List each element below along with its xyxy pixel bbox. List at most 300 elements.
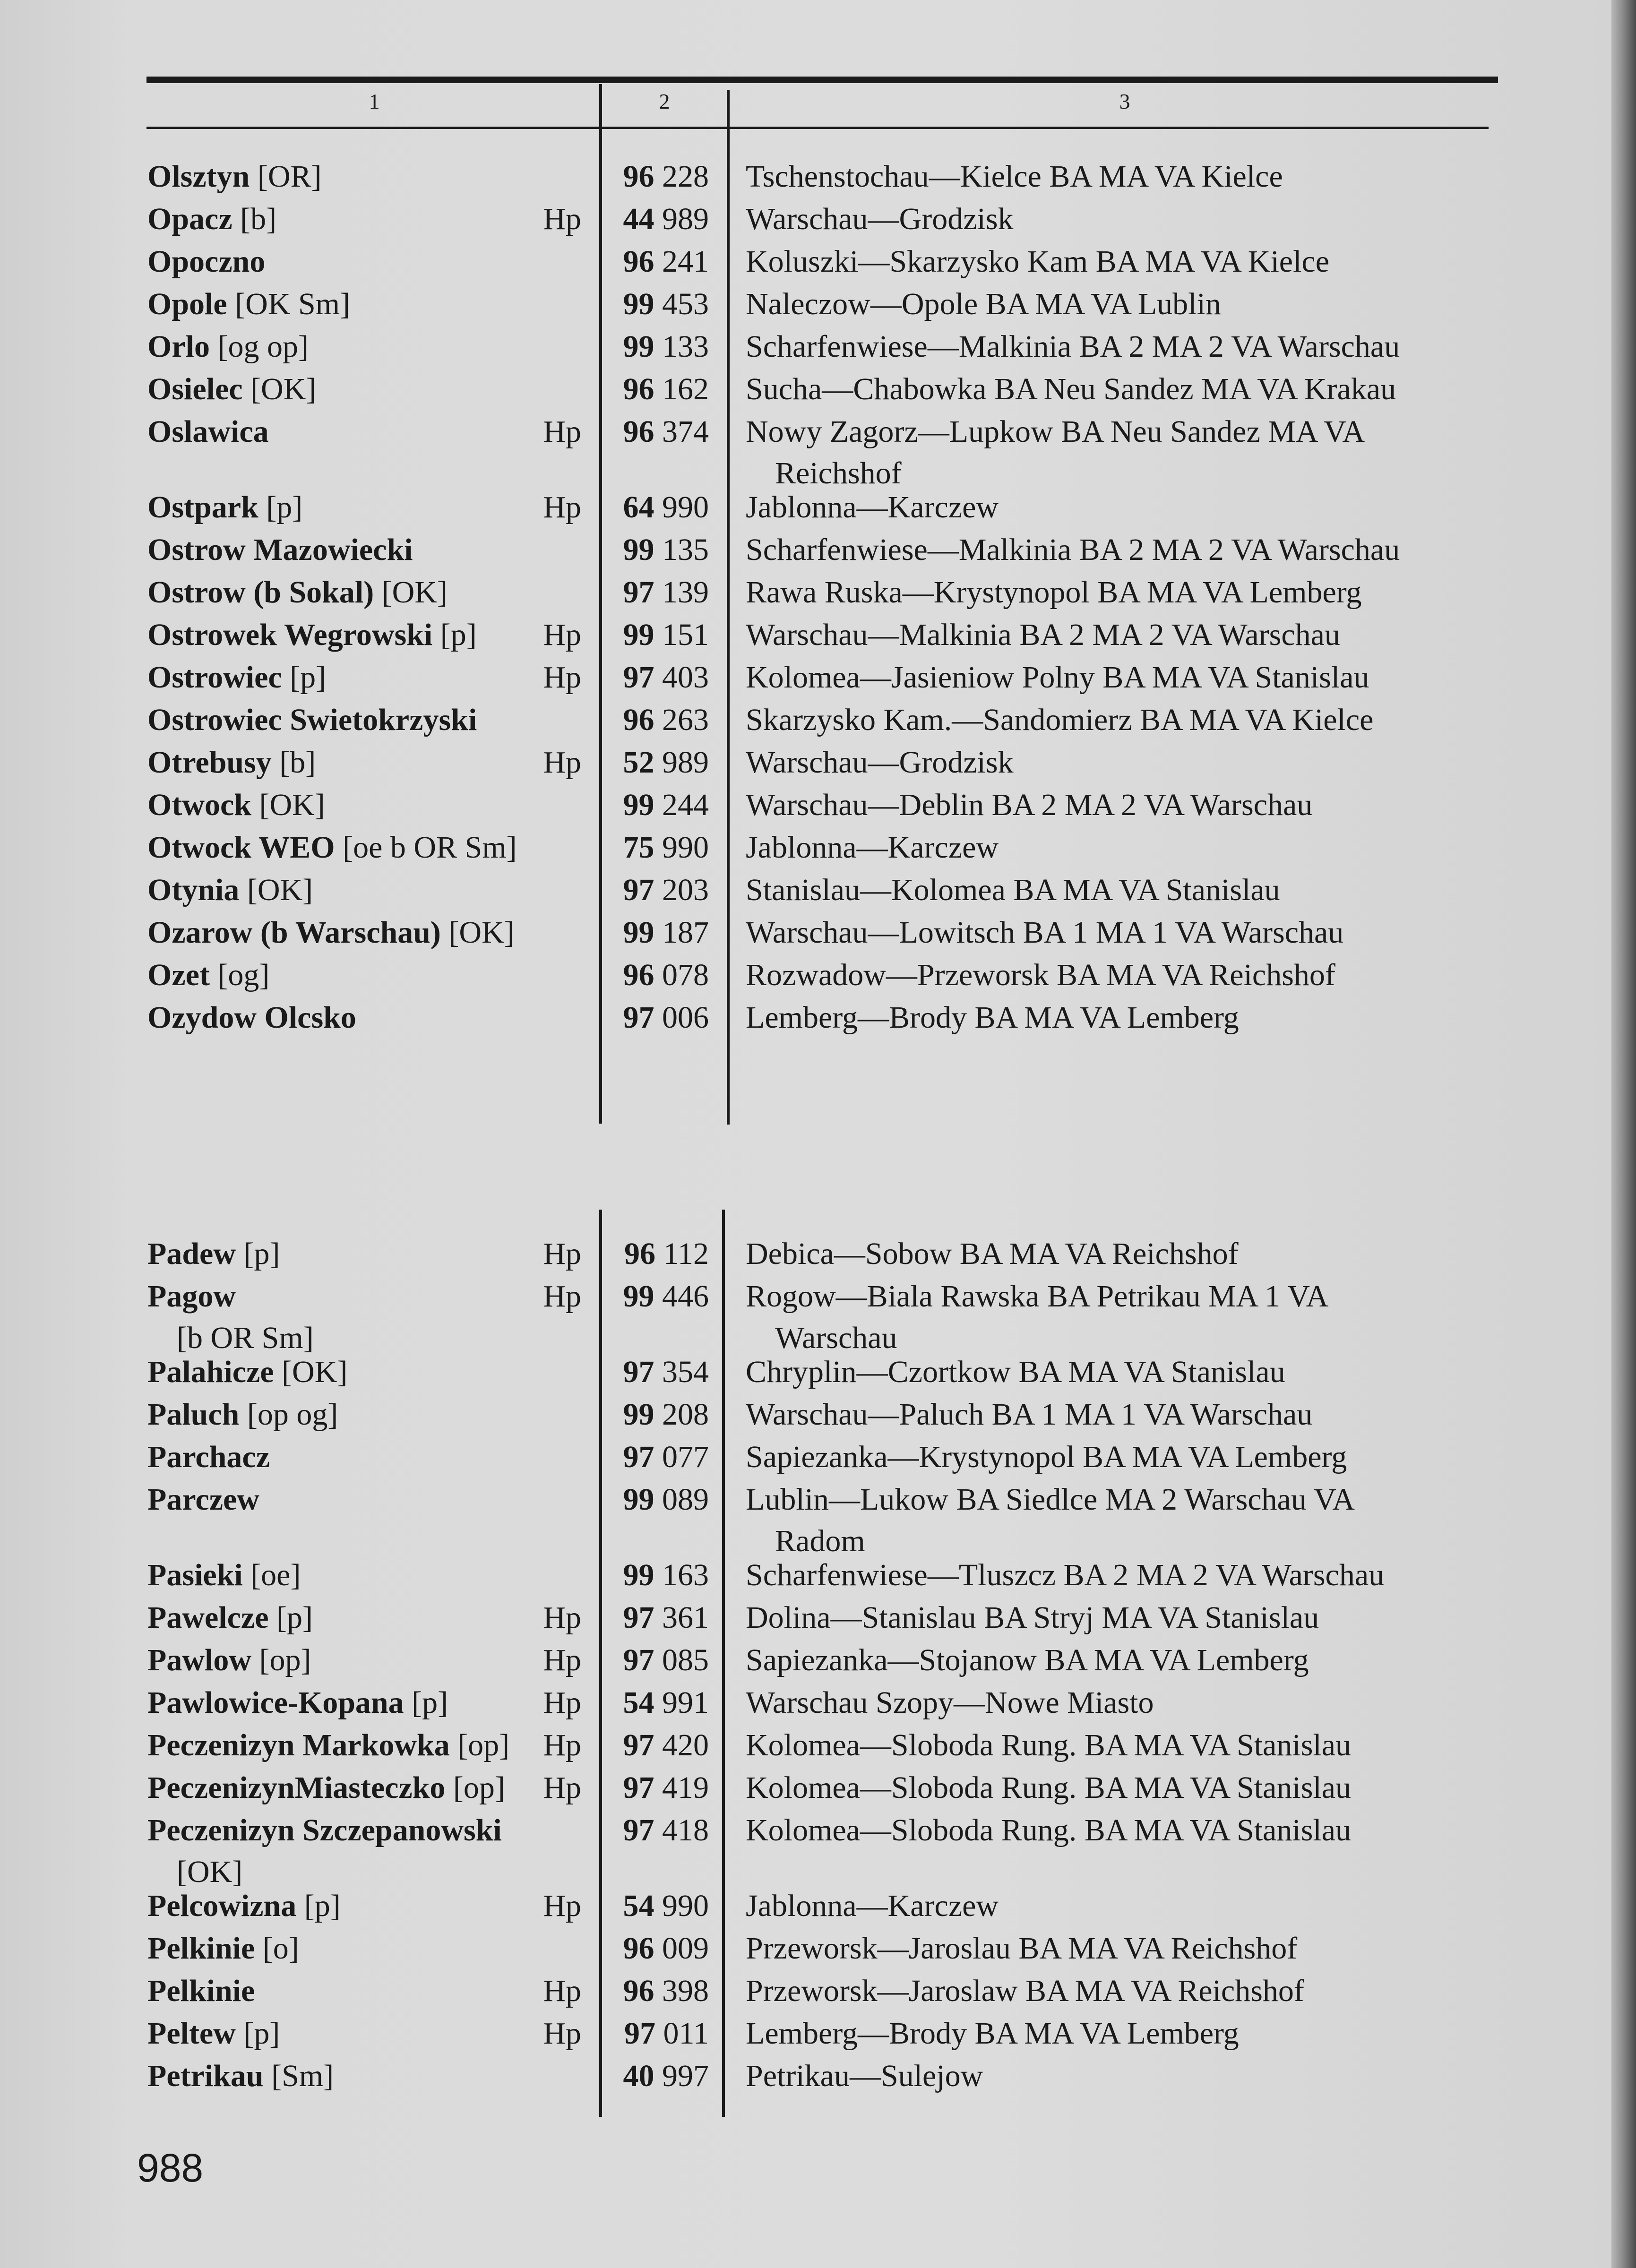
station-name: [147, 1479, 582, 1521]
station-number: [610, 1970, 709, 2012]
route-text: Chryplin—Czortkow BA MA VA Stanislau: [746, 1355, 1285, 1389]
station-number-prefix: 96: [623, 958, 654, 992]
station-name-text: Ostrowek Wegrowski: [147, 618, 433, 652]
halt-marker: Hp: [543, 1279, 581, 1314]
route-description: [746, 572, 1502, 613]
station-number: [610, 912, 709, 954]
station-number: [610, 954, 709, 996]
station-name: [147, 699, 582, 741]
station-number: [610, 411, 709, 453]
station-number-prefix: 99: [623, 1482, 654, 1517]
station-number: [610, 614, 709, 656]
station-name-text: Ozarow (b Warschau): [147, 915, 441, 950]
station-number-suffix: 990: [662, 830, 709, 865]
station-number: [610, 487, 709, 528]
route-text: Nowy Zagorz—Lupkow BA Neu Sandez MA VA: [746, 414, 1365, 449]
station-name: [147, 954, 582, 996]
route-text: Warschau—Grodzisk: [746, 745, 1014, 780]
station-number-suffix: 133: [662, 329, 709, 364]
station-name: [147, 1597, 582, 1639]
station-number: [610, 1394, 709, 1435]
station-name-text: Ozydow Olcsko: [147, 1000, 356, 1035]
route-text: Lublin—Lukow BA Siedlce MA 2 Warschau VA: [746, 1482, 1355, 1517]
station-number-prefix: 96: [623, 1974, 654, 2008]
station-name: [147, 369, 582, 410]
route-text: Scharfenwiese—Malkinia BA 2 MA 2 VA Warschau: [746, 329, 1400, 364]
station-name-text: Pawelcze: [147, 1600, 269, 1635]
station-number-prefix: 97: [623, 1728, 654, 1762]
route-text: Sucha—Chabowka BA Neu Sandez MA VA Krakau: [746, 372, 1396, 406]
route-text: Lemberg—Brody BA MA VA Lemberg: [746, 2016, 1239, 2051]
station-name: [147, 1682, 582, 1724]
station-name: [147, 1885, 582, 1927]
station-name: [147, 784, 582, 826]
station-category: [p]: [266, 490, 303, 524]
route-description: [746, 742, 1502, 783]
route-description: [746, 869, 1502, 911]
station-number-prefix: 96: [623, 1931, 654, 1966]
station-number: [610, 997, 709, 1039]
route-text: Petrikau—Sulejow: [746, 2059, 983, 2093]
station-number: [610, 1640, 709, 1681]
station-number-prefix: 97: [623, 1355, 654, 1389]
station-name: [147, 1725, 582, 1766]
route-description: [746, 954, 1502, 996]
station-number-prefix: 64: [623, 490, 654, 524]
route-text: Sapiezanka—Stojanow BA MA VA Lemberg: [746, 1643, 1309, 1677]
route-text: Warschau—Paluch BA 1 MA 1 VA Warschau: [746, 1397, 1313, 1432]
station-name-text: Otwock: [147, 788, 251, 822]
station-name: [147, 1810, 582, 1893]
route-text: Lemberg—Brody BA MA VA Lemberg: [746, 1000, 1239, 1035]
route-text: Skarzysko Kam.—Sandomierz BA MA VA Kielce: [746, 703, 1374, 737]
station-category: [op]: [457, 1728, 510, 1762]
station-number: [610, 699, 709, 741]
route-description: [746, 284, 1502, 325]
halt-marker: Hp: [543, 490, 581, 524]
halt-marker: Hp: [543, 1643, 581, 1677]
halt-marker: Hp: [543, 414, 581, 449]
station-number-prefix: 99: [623, 915, 654, 950]
station-name: [147, 529, 582, 571]
route-text: Tschenstochau—Kielce BA MA VA Kielce: [746, 159, 1283, 194]
station-name-text: Osielec: [147, 372, 243, 406]
station-number: [610, 1351, 709, 1393]
halt-marker: Hp: [543, 1889, 581, 1923]
station-category: [p]: [440, 618, 477, 652]
route-description: [746, 997, 1502, 1039]
station-name-text: Paluch: [147, 1397, 240, 1432]
station-name: [147, 284, 582, 325]
station-category: [oe b OR Sm]: [343, 830, 517, 865]
station-name-text: Opoczno: [147, 244, 266, 279]
station-number-suffix: 187: [662, 915, 709, 950]
station-name-text: Padew: [147, 1237, 236, 1271]
route-text: Kolomea—Sloboda Rung. BA MA VA Stanislau: [746, 1770, 1352, 1805]
station-category-continued: [b OR Sm]: [177, 1321, 314, 1355]
station-name-text: Ostpark: [147, 490, 258, 524]
route-description: [746, 1682, 1502, 1724]
route-description: [746, 614, 1502, 656]
station-name-text: Ostrowiec Swietokrzyski: [147, 703, 477, 737]
station-name: [147, 1928, 582, 1969]
station-number-prefix: 99: [623, 618, 654, 652]
station-name: [147, 2013, 582, 2054]
route-description: [746, 529, 1502, 571]
route-text: Rozwadow—Przeworsk BA MA VA Reichshof: [746, 958, 1335, 992]
station-name: [147, 1640, 582, 1681]
station-name: [147, 912, 582, 954]
station-number-suffix: 453: [662, 287, 709, 321]
station-number: [610, 1479, 709, 1521]
station-number-prefix: 99: [623, 533, 654, 567]
column-number-3: 3: [1119, 89, 1130, 113]
column-number-1: 1: [369, 89, 380, 113]
route-text: Debica—Sobow BA MA VA Reichshof: [746, 1237, 1239, 1271]
station-name-text: Petrikau: [147, 2059, 264, 2093]
station-number-prefix: 99: [623, 287, 654, 321]
station-name-text: Otrebusy: [147, 745, 272, 780]
station-number-prefix: 97: [623, 873, 654, 907]
station-number-prefix: 96: [623, 159, 654, 194]
station-name: [147, 1555, 582, 1596]
route-description: [746, 912, 1502, 954]
station-category-continued: [OK]: [177, 1855, 243, 1889]
route-description: [746, 156, 1502, 198]
station-number-suffix: 989: [662, 745, 709, 780]
station-number-suffix: 089: [662, 1482, 709, 1517]
station-number-prefix: 96: [623, 244, 654, 279]
station-number: [610, 241, 709, 283]
station-number-prefix: 97: [623, 575, 654, 610]
route-description: [746, 241, 1502, 283]
station-number: [610, 529, 709, 571]
station-category: [p]: [304, 1889, 341, 1923]
station-name-text: Otynia: [147, 873, 240, 907]
station-number-prefix: 99: [623, 788, 654, 822]
station-category: [b]: [240, 202, 277, 236]
station-category: [p]: [412, 1685, 448, 1720]
station-number: [610, 1885, 709, 1927]
halt-marker: Hp: [543, 618, 581, 652]
station-category: [OK]: [381, 575, 448, 610]
route-description: [746, 2055, 1502, 2097]
route-description: [746, 657, 1502, 698]
station-number-suffix: 112: [663, 1237, 709, 1271]
station-name: [147, 411, 582, 453]
station-category: [OK]: [282, 1355, 348, 1389]
station-name-text: Pelkinie: [147, 1931, 255, 1966]
route-description: [746, 411, 1502, 494]
station-number: [610, 1682, 709, 1724]
station-name: [147, 997, 582, 1039]
station-name-text: Opole: [147, 287, 227, 321]
station-number-prefix: 99: [623, 1397, 654, 1432]
station-category: [p]: [243, 1237, 280, 1271]
station-number: [610, 742, 709, 783]
station-name: [147, 1351, 582, 1393]
route-description: [746, 1725, 1502, 1766]
station-name-text: Orlo: [147, 329, 210, 364]
station-number: [610, 198, 709, 240]
station-name-text: Ostrowiec: [147, 660, 282, 695]
station-number: [610, 1436, 709, 1478]
route-text: Stanislau—Kolomea BA MA VA Stanislau: [746, 873, 1280, 907]
station-number-prefix: 97: [623, 660, 654, 695]
station-number: [610, 1233, 709, 1275]
page-number: 988: [137, 2146, 204, 2190]
station-number: [610, 657, 709, 698]
station-number: [610, 1555, 709, 1596]
route-description: [746, 1970, 1502, 2012]
station-category: [p]: [276, 1600, 313, 1635]
station-number-prefix: 99: [623, 1558, 654, 1592]
station-number-suffix: 354: [662, 1355, 709, 1389]
station-name-text: Peczenizyn Markowka: [147, 1728, 450, 1762]
route-text: Dolina—Stanislau BA Stryj MA VA Stanislau: [746, 1600, 1319, 1635]
column-divider-left-lower: [599, 1210, 602, 2117]
route-description: [746, 1436, 1502, 1478]
station-number: [610, 1928, 709, 1969]
station-number-prefix: 40: [623, 2059, 654, 2093]
station-number-suffix: 203: [662, 873, 709, 907]
station-category: [o]: [262, 1931, 299, 1966]
station-category: [Sm]: [271, 2059, 334, 2093]
station-number: [610, 869, 709, 911]
route-description: [746, 369, 1502, 410]
route-text: Warschau—Lowitsch BA 1 MA 1 VA Warschau: [746, 915, 1344, 950]
station-number-prefix: 97: [623, 1440, 654, 1474]
route-description: [746, 784, 1502, 826]
station-name: [147, 1394, 582, 1435]
route-text: Kolomea—Jasieniow Polny BA MA VA Stanislau: [746, 660, 1369, 695]
station-name: [147, 241, 582, 283]
station-number-suffix: 163: [662, 1558, 709, 1592]
station-number-suffix: 009: [662, 1931, 709, 1966]
station-number-suffix: 989: [662, 202, 709, 236]
station-number-suffix: 244: [662, 788, 709, 822]
station-category: [op og]: [247, 1397, 338, 1432]
station-number: [610, 1810, 709, 1851]
station-name: [147, 2055, 582, 2097]
route-description: [746, 1640, 1502, 1681]
route-text: Warschau—Grodzisk: [746, 202, 1014, 236]
station-name-text: Ozet: [147, 958, 210, 992]
station-name-text: Parchacz: [147, 1440, 270, 1474]
station-name-text: PeczenizynMiasteczko: [147, 1770, 446, 1805]
station-number-prefix: 97: [623, 1643, 654, 1677]
station-name-text: Ostrow (b Sokal): [147, 575, 374, 610]
station-name: [147, 1233, 582, 1275]
halt-marker: Hp: [543, 1974, 581, 2008]
route-text: Jablonna—Karczew: [746, 830, 999, 865]
station-number-suffix: 135: [662, 533, 709, 567]
station-name-text: Pawlowice-Kopana: [147, 1685, 404, 1720]
station-number-suffix: 997: [662, 2059, 709, 2093]
station-number-prefix: 54: [623, 1889, 654, 1923]
halt-marker: Hp: [543, 2016, 581, 2051]
station-number-suffix: 011: [663, 2016, 709, 2051]
halt-marker: Hp: [543, 1600, 581, 1635]
station-name: [147, 326, 582, 368]
station-number: [610, 1767, 709, 1809]
station-number-suffix: 420: [662, 1728, 709, 1762]
route-text: Przeworsk—Jaroslau BA MA VA Reichshof: [746, 1931, 1298, 1966]
station-number: [610, 369, 709, 410]
station-category: [OK]: [247, 873, 313, 907]
route-text: Warschau Szopy—Nowe Miasto: [746, 1685, 1154, 1720]
station-number-suffix: 228: [662, 159, 709, 194]
column-divider-right-lower: [722, 1210, 725, 2117]
station-number-prefix: 97: [623, 1770, 654, 1805]
route-description: [746, 1597, 1502, 1639]
station-number-prefix: 52: [623, 745, 654, 780]
column-number-2: 2: [659, 89, 670, 113]
route-description: [746, 1885, 1502, 1927]
station-name: [147, 487, 582, 528]
station-number: [610, 326, 709, 368]
station-name-text: Pagow: [147, 1279, 236, 1314]
station-name: [147, 742, 582, 783]
station-name-text: Olsztyn: [147, 159, 250, 194]
station-number-suffix: 006: [662, 1000, 709, 1035]
station-name-text: Pelcowizna: [147, 1889, 297, 1923]
header-rule-top: [146, 77, 1498, 83]
station-number-prefix: 99: [623, 329, 654, 364]
route-description: [746, 827, 1502, 868]
station-category: [OK]: [259, 788, 325, 822]
route-text: Przeworsk—Jaroslaw BA MA VA Reichshof: [746, 1974, 1304, 2008]
station-number-suffix: 374: [662, 414, 709, 449]
station-number: [610, 784, 709, 826]
station-number-prefix: 96: [624, 1237, 655, 1271]
station-number-suffix: 241: [662, 244, 709, 279]
route-description: [746, 487, 1502, 528]
header-rule-bottom: [146, 127, 1489, 129]
route-text: Kolomea—Sloboda Rung. BA MA VA Stanislau: [746, 1813, 1352, 1847]
station-category: [p]: [290, 660, 327, 695]
station-category: [p]: [243, 2016, 280, 2051]
station-number: [610, 827, 709, 868]
station-number: [610, 2013, 709, 2054]
station-number-suffix: 990: [662, 490, 709, 524]
station-number-prefix: 96: [623, 372, 654, 406]
station-number: [610, 572, 709, 613]
route-text: Warschau—Deblin BA 2 MA 2 VA Warschau: [746, 788, 1313, 822]
station-category: [op]: [453, 1770, 505, 1805]
route-text: Naleczow—Opole BA MA VA Lublin: [746, 287, 1221, 321]
station-number-prefix: 96: [623, 414, 654, 449]
station-number-prefix: 97: [623, 1600, 654, 1635]
station-name-text: Peczenizyn Szczepanowski: [147, 1813, 502, 1847]
route-description: [746, 198, 1502, 240]
route-text: Koluszki—Skarzysko Kam BA MA VA Kielce: [746, 244, 1330, 279]
station-category: [b]: [279, 745, 316, 780]
route-description: [746, 326, 1502, 368]
station-name-text: Pasieki: [147, 1558, 243, 1592]
station-name: [147, 1276, 582, 1359]
route-text-continued: Radom: [775, 1524, 865, 1558]
station-name-text: Ostrow Mazowiecki: [147, 533, 413, 567]
station-number-suffix: 446: [662, 1279, 709, 1314]
station-name-text: Pawlow: [147, 1643, 251, 1677]
route-text: Kolomea—Sloboda Rung. BA MA VA Stanislau: [746, 1728, 1352, 1762]
station-name: [147, 198, 582, 240]
station-number-suffix: 078: [662, 958, 709, 992]
station-number-suffix: 990: [662, 1889, 709, 1923]
station-category: [OK]: [250, 372, 317, 406]
route-description: [746, 699, 1502, 741]
station-name: [147, 657, 582, 698]
station-number-suffix: 991: [662, 1685, 709, 1720]
station-number-suffix: 151: [662, 618, 709, 652]
halt-marker: Hp: [543, 202, 581, 236]
station-category: [og op]: [217, 329, 309, 364]
station-name: [147, 1767, 582, 1809]
route-description: [746, 2013, 1502, 2054]
station-number-suffix: 085: [662, 1643, 709, 1677]
route-text: Jablonna—Karczew: [746, 1889, 999, 1923]
station-number-suffix: 139: [662, 575, 709, 610]
station-name: [147, 572, 582, 613]
station-number: [610, 2055, 709, 2097]
route-text: Rogow—Biala Rawska BA Petrikau MA 1 VA: [746, 1279, 1329, 1314]
station-number-prefix: 54: [623, 1685, 654, 1720]
route-description: [746, 1555, 1502, 1596]
station-category: [OK Sm]: [235, 287, 351, 321]
station-number-suffix: 419: [662, 1770, 709, 1805]
station-name: [147, 869, 582, 911]
station-number-suffix: 162: [662, 372, 709, 406]
station-number-prefix: 44: [623, 202, 654, 236]
station-name: [147, 1970, 582, 2012]
route-text: Rawa Ruska—Krystynopol BA MA VA Lemberg: [746, 575, 1362, 610]
station-name-text: Otwock WEO: [147, 830, 335, 865]
station-number: [610, 1276, 709, 1317]
route-text: Scharfenwiese—Malkinia BA 2 MA 2 VA Warschau: [746, 533, 1400, 567]
route-description: [746, 1810, 1502, 1851]
station-name-text: Parczew: [147, 1482, 259, 1517]
station-number-suffix: 403: [662, 660, 709, 695]
halt-marker: Hp: [543, 660, 581, 695]
station-name: [147, 156, 582, 198]
station-category: [OK]: [448, 915, 515, 950]
route-description: [746, 1276, 1502, 1359]
halt-marker: Hp: [543, 1728, 581, 1762]
route-text: Scharfenwiese—Tluszcz BA 2 MA 2 VA Warschau: [746, 1558, 1385, 1592]
station-number: [610, 284, 709, 325]
station-category: [og]: [217, 958, 270, 992]
station-name-text: Peltew: [147, 2016, 236, 2051]
halt-marker: Hp: [543, 1685, 581, 1720]
station-number-prefix: 99: [623, 1279, 654, 1314]
station-name-text: Opacz: [147, 202, 232, 236]
station-name-text: Oslawica: [147, 414, 269, 449]
station-category: [op]: [259, 1643, 311, 1677]
route-description: [746, 1351, 1502, 1393]
column-divider-left-upper: [599, 84, 602, 1124]
halt-marker: Hp: [543, 1770, 581, 1805]
halt-marker: Hp: [543, 1237, 581, 1271]
route-text-continued: Reichshof: [775, 456, 902, 490]
route-description: [746, 1767, 1502, 1809]
route-description: [746, 1928, 1502, 1969]
page-edge-shadow: [1611, 0, 1636, 2268]
station-number-suffix: 077: [662, 1440, 709, 1474]
station-number: [610, 156, 709, 198]
station-number-suffix: 208: [662, 1397, 709, 1432]
station-number: [610, 1597, 709, 1639]
